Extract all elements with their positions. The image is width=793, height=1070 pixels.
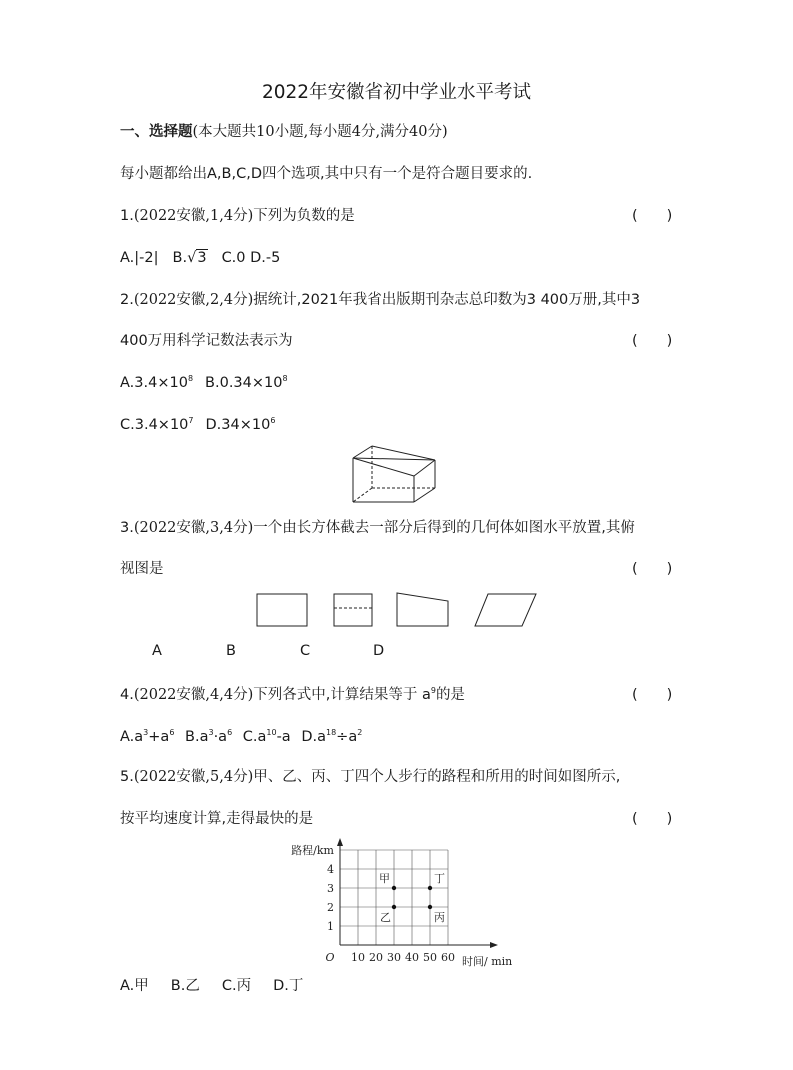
data-point [428, 905, 432, 909]
q5-answer-paren: ( ) [632, 811, 673, 827]
q1-option-b-sqrt: √3 [187, 250, 207, 266]
q1-option-c: C.0 [221, 250, 246, 266]
q3-option-a-shape [256, 593, 310, 629]
y-axis-label: 路程/km [291, 844, 334, 857]
q1-text: 下列为负数的是 [253, 208, 355, 224]
data-point-label: 丙 [434, 911, 445, 924]
q5-option-c: C.丙 [221, 978, 252, 994]
q2-number: 2. [120, 292, 134, 308]
question-4 [120, 685, 465, 707]
q5-option-b: B.乙 [170, 978, 200, 994]
data-point-label: 乙 [380, 911, 391, 924]
q3-answer-paren: ( ) [632, 561, 673, 577]
q2-options-row-1 [120, 373, 288, 395]
q1-option-d: D.-5 [250, 250, 281, 266]
q4-option-d-exp1: 18 [325, 728, 337, 737]
x-tick-label: 20 [369, 951, 383, 964]
section-heading-line [120, 122, 448, 142]
q4-option-d-mid: ÷a [336, 729, 358, 745]
question-3 [120, 518, 635, 538]
data-point [392, 905, 396, 909]
q4-option-c: C.a [242, 729, 267, 745]
data-point-label: 甲 [379, 872, 390, 885]
q4-option-b-exp1: 3 [208, 728, 214, 737]
y-tick-label: 4 [327, 863, 334, 876]
q5-text-1: 甲、乙、丙、丁四个人步行的路程和所用的时间如图所示, [253, 769, 621, 785]
q3-option-b-shape [333, 593, 375, 629]
q4-text-post: 的是 [435, 687, 465, 703]
exam-title: 2022年安徽省初中学业水平考试 [261, 82, 532, 103]
q3-label-a: A [152, 643, 162, 659]
q4-source: (2022安徽,4,4分) [133, 687, 254, 703]
x-axis-arrow [490, 942, 498, 948]
q4-option-a: A.a [120, 729, 144, 745]
q4-text-exp: 9 [430, 686, 436, 695]
q5-source: (2022安徽,5,4分) [133, 769, 254, 785]
q2-option-b-exp: 8 [282, 374, 288, 383]
data-point [428, 886, 432, 890]
q5-option-d: D.丁 [273, 978, 304, 994]
question-1 [120, 206, 355, 226]
q2-option-c: C.3.4×10 [120, 417, 189, 433]
y-tick-label: 3 [327, 882, 334, 895]
q1-answer-paren: ( ) [632, 208, 673, 224]
q1-source: (2022安徽,1,4分) [133, 208, 254, 224]
x-axis-label: 时间/ min [462, 955, 513, 968]
section-note: (本大题共10小题,每小题4分,满分40分) [192, 124, 448, 140]
q4-option-a-mid: +a [148, 729, 170, 745]
q3-label-c: C [300, 643, 311, 659]
q3-source: (2022安徽,3,4分) [133, 520, 254, 536]
q4-number: 4. [120, 687, 134, 703]
q5-distance-time-chart [260, 838, 520, 968]
q4-option-a-exp1: 3 [143, 728, 149, 737]
q3-option-c-shape [396, 591, 452, 629]
q4-option-a-exp2: 6 [169, 728, 175, 737]
q3-solid-figure [350, 444, 445, 506]
q2-option-a-exp: 8 [187, 374, 194, 383]
q2-text-2: 400万用科学记数法表示为 [120, 333, 293, 349]
q4-text-var: a [421, 687, 431, 703]
y-axis-arrow [337, 838, 343, 846]
q2-option-b: B.0.34×10 [205, 375, 283, 391]
q4-option-d-exp2: 2 [357, 728, 363, 737]
q5-number: 5. [120, 769, 134, 785]
q4-option-c-exp1: 10 [266, 728, 277, 737]
question-5 [120, 767, 620, 787]
q2-source: (2022安徽,2,4分) [133, 292, 254, 308]
q3-label-d: D [373, 643, 385, 659]
origin-label: O [325, 951, 335, 964]
q2-options-row-2 [120, 415, 275, 437]
q2-option-c-exp: 7 [188, 416, 194, 425]
q5-option-a: A.甲 [120, 978, 149, 994]
q1-option-a: A.|-2| [120, 250, 159, 266]
q1-options [120, 248, 280, 268]
question-2 [120, 290, 640, 310]
q4-option-b-mid: ·a [213, 729, 228, 745]
q2-answer-paren: ( ) [632, 333, 673, 349]
q2-text-1: 据统计,2021年我省出版期刊杂志总印数为3 400万册,其中3 [253, 292, 641, 308]
y-tick-label: 1 [327, 920, 334, 933]
x-tick-label: 60 [441, 951, 455, 964]
q4-option-b-exp2: 6 [227, 728, 233, 737]
q3-text-2: 视图是 [120, 561, 164, 577]
q3-label-b: B [226, 643, 236, 659]
q2-option-d-exp: 6 [270, 416, 276, 425]
data-point [392, 886, 396, 890]
q3-number: 3. [120, 520, 134, 536]
q4-text-pre: 下列各式中,计算结果等于 [253, 687, 418, 703]
x-tick-label: 30 [387, 951, 401, 964]
x-tick-label: 10 [351, 951, 365, 964]
data-point-label: 丁 [434, 872, 445, 885]
q3-option-d-shape [474, 593, 540, 629]
q4-answer-paren: ( ) [632, 687, 673, 703]
q5-text-2: 按平均速度计算,走得最快的是 [120, 811, 314, 827]
q4-option-b: B.a [185, 729, 209, 745]
section-heading: 一、选择题 [120, 124, 193, 140]
q1-option-b-prefix: B. [172, 250, 188, 266]
q4-option-c-mid: -a [276, 729, 291, 745]
x-tick-label: 50 [423, 951, 437, 964]
y-tick-label: 2 [327, 901, 334, 914]
section-instruction: 每小题都给出A,B,C,D四个选项,其中只有一个是符合题目要求的. [120, 166, 533, 182]
q1-option-b-radicand: 3 [197, 250, 207, 266]
q3-text-1: 一个由长方体截去一部分后得到的几何体如图水平放置,其俯 [253, 520, 635, 536]
q4-option-d: D.a [301, 729, 326, 745]
q5-options [120, 976, 303, 996]
q2-option-d: D.34×10 [205, 417, 271, 433]
x-tick-label: 40 [405, 951, 419, 964]
q4-options [120, 727, 362, 749]
q1-number: 1. [120, 208, 134, 224]
q2-option-a: A.3.4×10 [120, 375, 188, 391]
